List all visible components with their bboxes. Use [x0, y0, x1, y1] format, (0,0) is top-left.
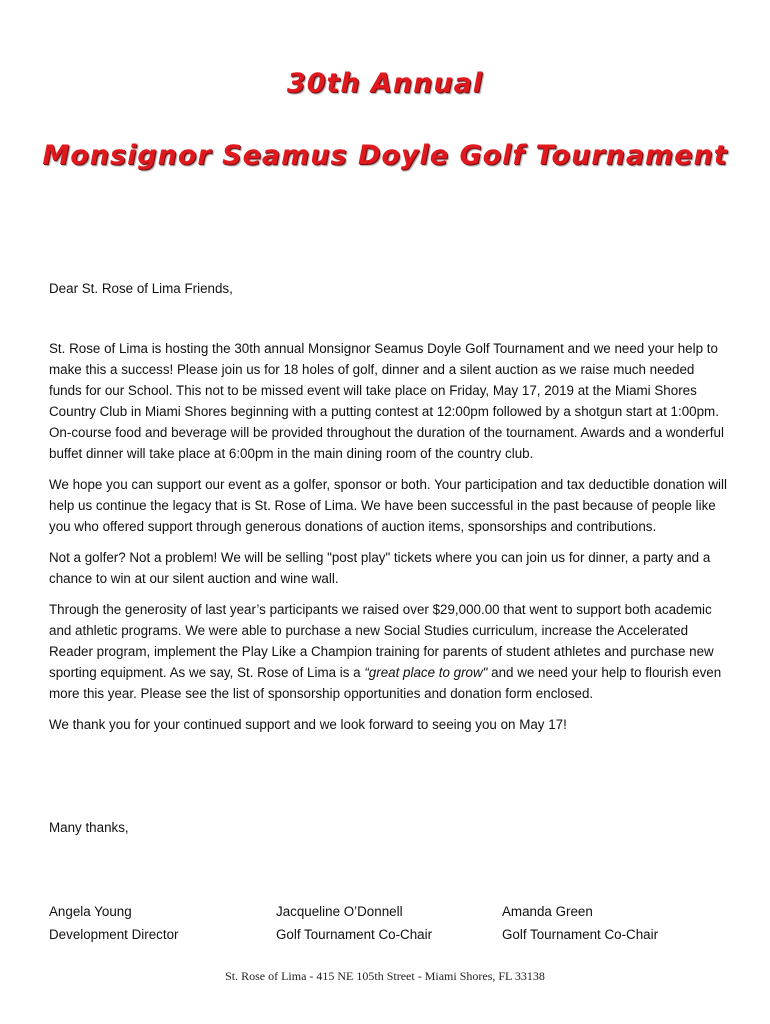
signature-name: Angela Young [49, 904, 132, 919]
paragraph-4-text-b: and we need your help to flourish even more this year. Please see the list of sponsorship opportunities and donation form enclosed. [49, 665, 722, 701]
letter-paragraph-3: Not a golfer? Not a problem! We will be selling "post play" tickets where you can join us for dinner, a party and a chance to win at our silent auction and wine wall. [49, 550, 711, 586]
letter-paragraph-5: We thank you for your continued support and we look forward to seeing you on May 17! [49, 717, 567, 732]
signature-block [502, 900, 658, 946]
signature-role: Development Director [49, 927, 179, 942]
footer-address: St. Rose of Lima - 415 NE 105th Street - Miami Shores, FL 33138 [225, 969, 545, 983]
signature-role: Golf Tournament Co-Chair [276, 927, 433, 942]
letter-paragraph-2: We hope you can support our event as a golfer, sponsor or both. Your participation and tax deductible donation will help us continue the legacy that is St. Rose of Lima. We have been successful in the past because of people like you who offered support through generous donations of auction items, sponsorships and contributions. [49, 477, 727, 534]
signature-block [276, 900, 432, 946]
title-line-2: Monsignor Seamus Doyle Golf Tournament [42, 140, 728, 171]
signature-name: Jacqueline O’Donnell [276, 904, 403, 919]
letter-closing: Many thanks, [49, 820, 129, 835]
signature-block [49, 900, 179, 946]
letter-body [49, 338, 729, 745]
letter-paragraph-1: St. Rose of Lima is hosting the 30th annual Monsignor Seamus Doyle Golf Tournament and we need your help to make this a success! Please join us for 18 holes of golf, dinner and a silent auction as we raise much needed funds for our School. This not to be missed event will take place on Friday, May 17, 2019 at the Miami Shores Country Club in Miami Shores beginning with a putting contest at 12:00pm followed by a shotgun start at 1:00pm. On-course food and beverage will be provided throughout the duration of the tournament. Awards and a wonderful buffet dinner will take place at 6:00pm in the main dining room of the country club. [49, 341, 724, 461]
paragraph-4-text-a: Through the generosity of last year’s participants we raised over $29,000.00 that went to support both academic and athletic programs. We were able to purchase a new Social Studies curriculum, increase the Accelerated Reader program, implement the Play Like a Champion training for parents of student athletes and purchase new sporting equipment. As we say, St. Rose of Lima is a [49, 602, 714, 680]
signature-role: Golf Tournament Co-Chair [502, 927, 659, 942]
letter-greeting: Dear St. Rose of Lima Friends, [49, 281, 233, 296]
title-line-1: 30th Annual [286, 68, 484, 99]
signature-name: Amanda Green [502, 904, 593, 919]
letter-paragraph-4 [49, 599, 729, 704]
paragraph-4-quote: “great place to grow" [364, 665, 488, 680]
